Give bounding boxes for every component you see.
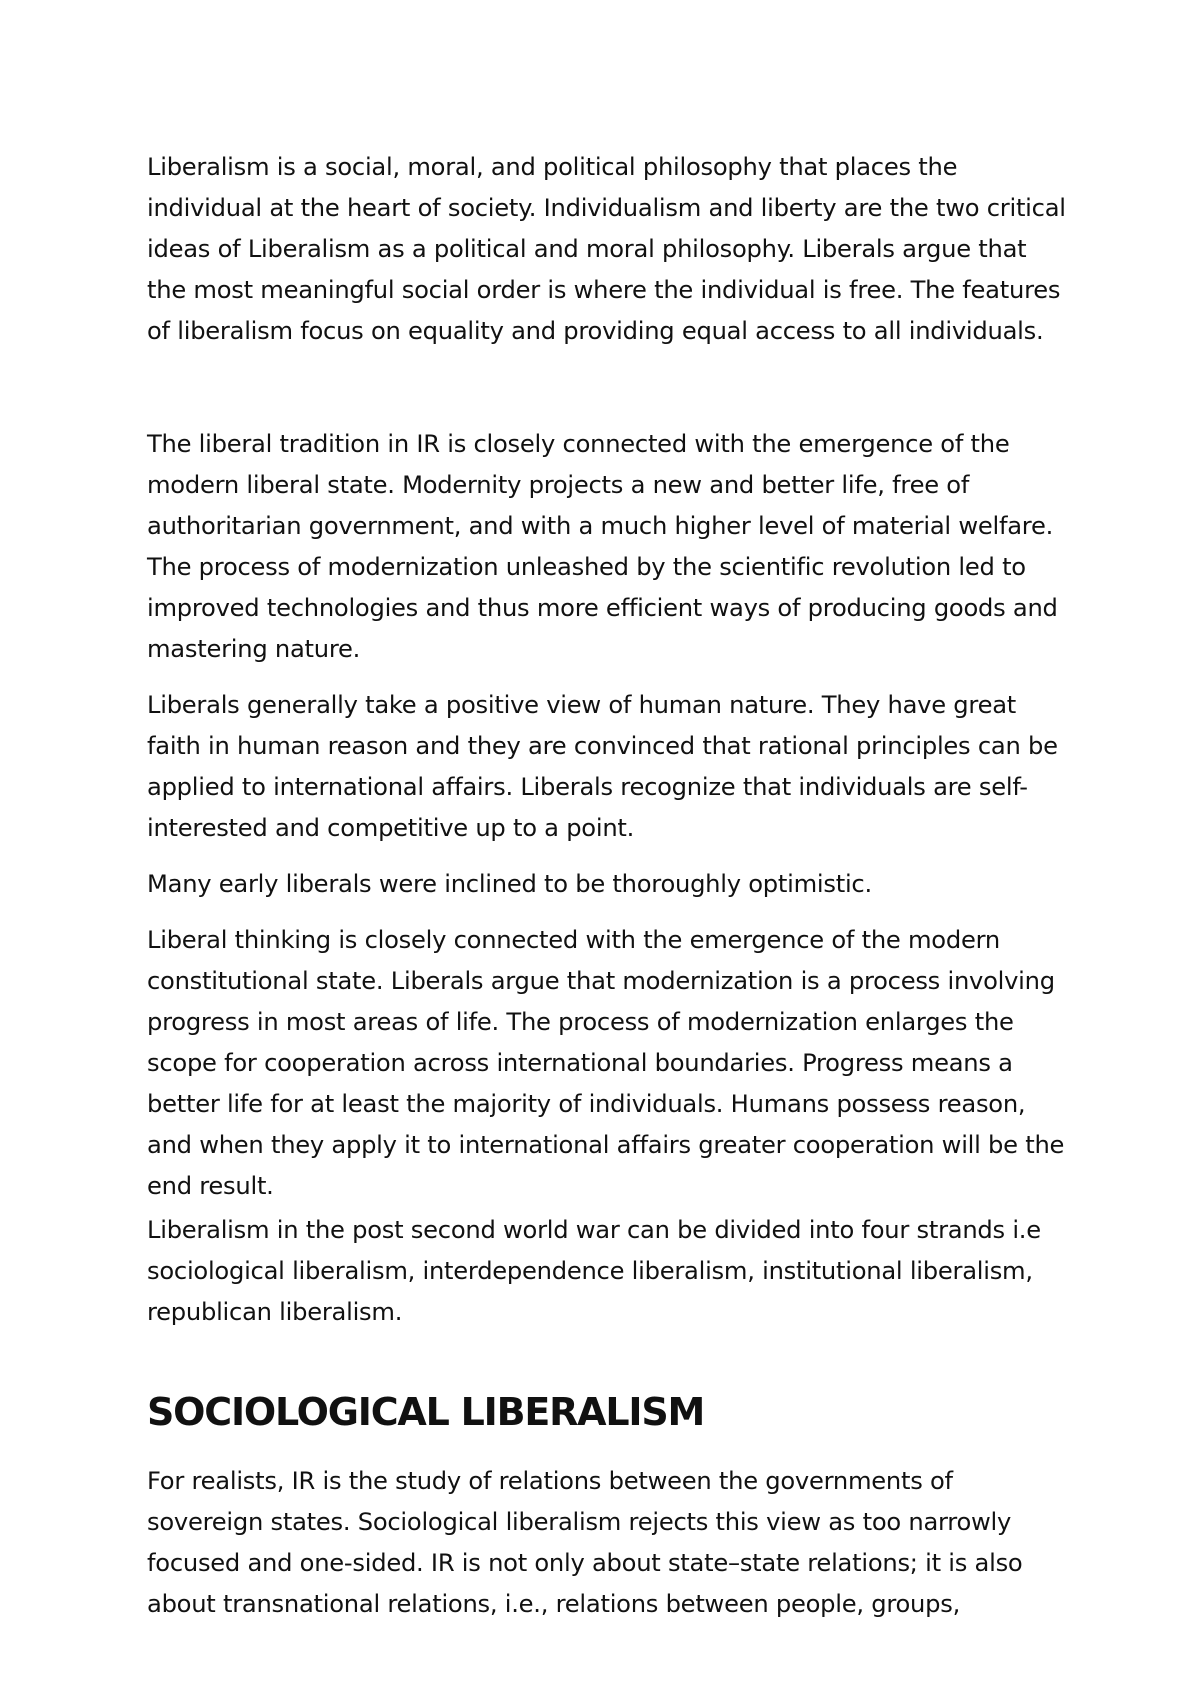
paragraph-early-liberals: Many early liberals were inclined to be thoroughly optimistic. (147, 870, 872, 898)
section-heading: SOCIOLOGICAL LIBERALISM (147, 1390, 705, 1434)
paragraph-four-strands: Liberalism in the post second world war can be divided into four strands i.e sociological liberalism, interdependence liberalism, institutional liberalism, republican liberalism. (147, 1216, 1041, 1326)
paragraph-liberal-tradition: The liberal tradition in IR is closely connected with the emergence of the modern liberal state. Modernity projects a new and better life, free of authoritarian government, and with a much higher level of material welfare. The process of modernization unleashed by the scientific revolution led to improved technologies and thus more efficient ways of producing goods and mastering nature. (147, 430, 1058, 663)
paragraph-liberal-thinking: Liberal thinking is closely connected with the emergence of the modern constitutional state. Liberals argue that modernization is a process involving progress in most areas of life. The process of modernization enlarges the scope for cooperation across international boundaries. Progress means a better life for at least the majority of individuals. Humans possess reason, and when they apply it to international affairs greater cooperation will be the end result. (147, 926, 1065, 1200)
paragraph-sociological-liberalism: For realists, IR is the study of relations between the governments of sovereign states. Sociological liberalism rejects this view as too narrowly focused and one-sided. IR is not only about state–state relations; it is also about transnational relations, i.e., relations between people, groups, (147, 1467, 1023, 1618)
paragraph-human-nature: Liberals generally take a positive view of human nature. They have great faith in human reason and they are convinced that rational principles can be applied to international affairs. Liberals recognize that individuals are self-interested and competitive up to a point. (147, 691, 1058, 842)
document-body (147, 147, 1072, 1625)
paragraph-liberalism-definition: Liberalism is a social, moral, and political philosophy that places the individual at the heart of society. Individualism and liberty are the two critical ideas of Liberalism as a political and moral philosophy. Liberals argue that the most meaningful social order is where the individual is free. The features of liberalism focus on equality and providing equal access to all individuals. (147, 153, 1066, 345)
